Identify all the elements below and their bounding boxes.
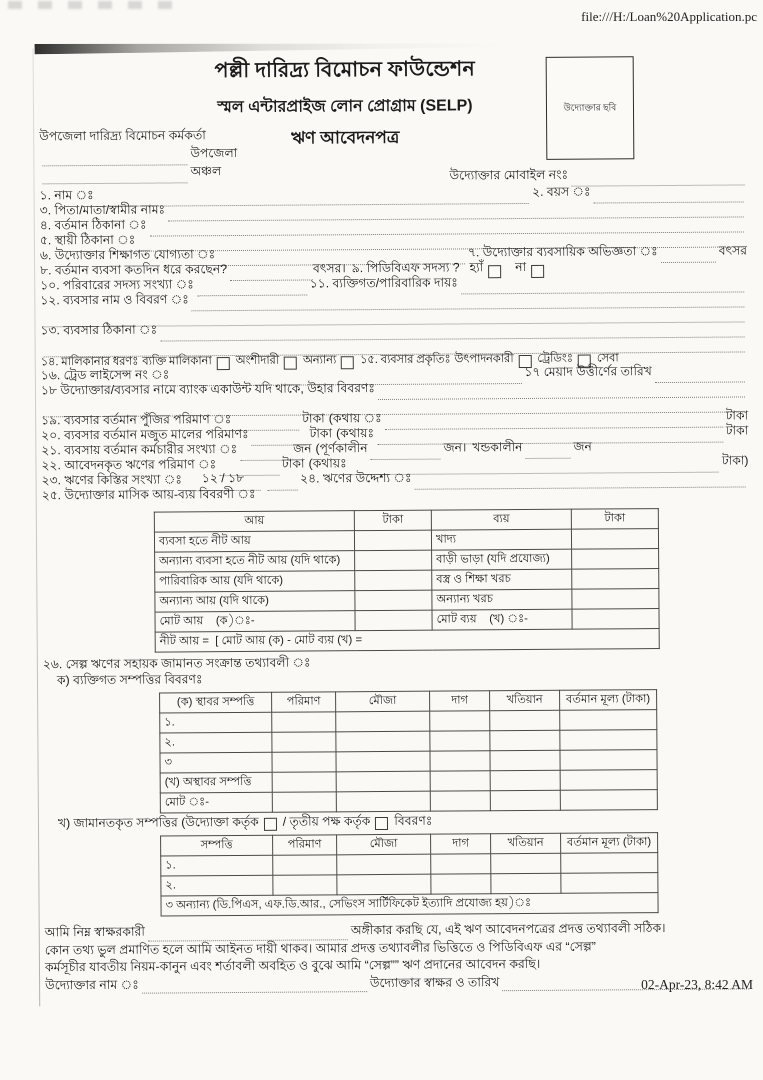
taka-close-unit: টাকা) (721, 453, 749, 468)
empty-cell (272, 712, 336, 732)
present-address-label: ৪. বর্তমান ঠিকানা ঃ (39, 217, 147, 233)
empty-cell (273, 855, 337, 875)
producer-label: উৎপাদনকারী (454, 352, 514, 366)
yes-label: হ্যাঁ (469, 260, 484, 275)
taka-unit: টাকা (725, 408, 749, 423)
yes-checkbox (488, 265, 501, 278)
empty-cell (490, 770, 560, 790)
declaration-line-2-text: কোন তথ্য ভুল প্রমাণিত হলে আমি আইনত দায়ী থাকব। আমার প্রদত্ত তথ্যাবলীর ভিত্তিতে ও পিডিবিএফ এর “সেল্প” (44, 939, 596, 957)
print-footer-url: file:///H:/Loan%20Application.pc (581, 9, 757, 24)
taka-header: টাকা (354, 510, 431, 531)
installments-value: ১২ / ১৮ (186, 470, 260, 492)
expense-item: অন্যান্য খরচ (432, 589, 572, 610)
empty-cell (272, 732, 336, 752)
declaration-signatory-label: আমি নিম্ন স্বাক্ষরকারী (44, 924, 145, 940)
income-item: অন্যান্য আয় (যদি থাকে) (155, 591, 355, 612)
no-checkbox (531, 264, 544, 277)
dotted-blank (415, 475, 746, 489)
empty-cell (431, 874, 491, 894)
person-stop-unit: জন। (443, 440, 467, 455)
person-unit: জন (573, 439, 592, 454)
addressee-title: উপজেলা দারিদ্র্য বিমোচন কর্মকর্তা (39, 128, 206, 144)
service-label: সেবা (596, 351, 619, 365)
mortgaged-property-label-end: বিবরণঃ (394, 813, 433, 828)
empty-cell (571, 529, 658, 550)
empty-cell (355, 570, 432, 591)
business-address-label: ১৩. ব্যবসার ঠিকানা ঃ (40, 322, 158, 338)
expense-item: বাড়ী ভাড়া (যদি প্রযোজ্য) (432, 549, 572, 570)
empty-cell (431, 854, 491, 874)
organization-name: পল্লী দারিদ্র্য বিমোচন ফাউন্ডেশন (214, 57, 475, 83)
total-label: মোট ঃ- (160, 792, 272, 813)
empty-cell (336, 771, 430, 792)
row-label: ১. (161, 855, 273, 876)
ownership-type-label: ১৪. মালিকানার ধরণঃ (40, 354, 139, 369)
empty-cell (561, 853, 658, 874)
fulltime-label: (পূর্ণকালীন (315, 441, 368, 456)
bank-account-label: ১৮ উদ্যোক্তার/ব্যবসার নামে ব্যাংক একাউন্ট যদি থাকে, উহার বিবরণঃ (40, 381, 376, 398)
empty-cell (491, 853, 561, 873)
taka-unit: টাকা (282, 456, 305, 471)
empty-cell (572, 569, 659, 590)
empty-cell (354, 530, 431, 551)
in-words-label: (কথায় ঃ (328, 410, 382, 426)
taka-unit: টাকা (309, 426, 333, 441)
family-members-label: ১০. পরিবারের সদস্য সংখ্যা ঃ (40, 277, 194, 293)
loan-amount-label: ২২. আবেদনকৃত ঋণের পরিমাণ ঃ (41, 457, 217, 473)
installments-label: ২৩. ঋণের কিস্তির সংখ্যা ঃ (41, 472, 182, 488)
trading-label: ট্রেডিংঃ (537, 351, 573, 365)
dotted-blank (661, 251, 716, 263)
income-statement-label: ২৫. উদ্যোক্তার মাসিক আয়-ব্যয় বিবরণী ঃ (41, 486, 256, 503)
parttime-label: খন্ডকালীন (472, 440, 523, 455)
year-stop-unit: বৎসর। (312, 261, 346, 276)
empty-cell (355, 610, 432, 631)
stock-label: ২০. ব্যবসার বর্তমান মজুত মালের পরিমাণঃ (41, 426, 249, 443)
pdbf-member-label: ৯. পিডিবিএফ সদস্য ? (351, 260, 460, 276)
empty-cell (491, 873, 561, 893)
other-ownership-checkbox (341, 356, 354, 369)
table-row (160, 790, 657, 813)
current-value-header: বর্তমান মূল্য (টাকা) (561, 833, 658, 854)
by-third-party-checkbox (375, 817, 388, 830)
dotted-blank (385, 416, 723, 430)
education-label: ৬. উদ্যোক্তার শিক্ষাগত যোগ্যতা ঃ (39, 247, 216, 263)
net-income-formula: নীট আয় = [ মোট আয় (ক) - মোট ব্যয় (খ) = (155, 629, 659, 653)
empty-cell (572, 589, 659, 610)
partnership-checkbox (284, 356, 297, 369)
taka-header: টাকা (571, 509, 658, 530)
permanent-address-label: ৫. স্থায়ী ঠিকানা ঃ (39, 232, 136, 248)
table-footer-row (155, 629, 659, 653)
empty-cell (560, 750, 657, 771)
parent-name-label: ৩. পিতা/মাতা/স্বামীর নামঃ (39, 202, 166, 218)
table-header-row (161, 833, 658, 856)
expense-item: খাদ্য (431, 529, 571, 550)
sole-ownership-label: ব্যক্তি মালিকানা (142, 354, 212, 368)
empty-cell (490, 750, 560, 770)
mortgaged-property-table (160, 832, 659, 916)
other-collateral-label: ৩ অন্যান্য (ডি.পিএস, এফ.ডি.আর., সেভিংস সার্টিফিকেট ইত্যাদি প্রযোজ্য হয়)ঃ (161, 893, 658, 916)
empty-cell (337, 854, 431, 875)
dotted-blank (371, 448, 441, 460)
dotted-blank (377, 431, 723, 445)
quantity-header: পরিমাণ (272, 692, 336, 712)
taka-unit: টাকা (302, 411, 325, 426)
addressee-block (39, 126, 309, 184)
form-fields (39, 184, 753, 994)
expense-item: বস্ত্র ও শিক্ষা খরচ (432, 569, 572, 590)
expiry-date-label: ১৭ মেয়াদ উত্তীর্ণের তারিখ (524, 364, 652, 379)
quantity-header: পরিমাণ (273, 835, 337, 855)
empty-cell (430, 771, 490, 791)
khatian-header: খতিয়ান (491, 833, 561, 853)
mortgaged-property-label-mid: / তৃতীয় পক্ষ কর্তৃক (282, 814, 371, 829)
row-label: ৩ (160, 752, 272, 773)
empty-cell (273, 875, 337, 895)
empty-cell (572, 549, 659, 570)
dotted-blank (655, 370, 745, 383)
empty-cell (490, 730, 560, 750)
property-header: সম্পত্তি (161, 835, 273, 856)
dotted-blank (571, 173, 744, 186)
income-total: মোট আয় (ক)ঃ- (155, 611, 355, 632)
row-label: ২. (161, 875, 273, 896)
personal-liability-label: ১১. ব্যক্তিগত/পারিবারিক দায়ঃ (309, 275, 458, 291)
empty-cell (430, 791, 490, 811)
empty-cell (560, 770, 657, 791)
empty-cell (336, 711, 430, 732)
empty-cell (560, 790, 657, 811)
empty-cell (355, 550, 432, 571)
empty-cell (272, 792, 336, 812)
empty-cell (430, 711, 490, 731)
zone-line (39, 164, 309, 184)
empty-cell (336, 751, 430, 772)
empty-cell (490, 710, 560, 730)
row-label: ২. (160, 732, 272, 753)
dag-header: দাগ (430, 691, 490, 711)
khatian-header: খতিয়ান (490, 690, 560, 710)
empty-cell (272, 752, 336, 772)
section26-title: ২৬. সেল্প ঋণের সহায়ক জামানত সংক্রান্ত তথ্যাবলী ঃ (42, 655, 311, 672)
dag-header: দাগ (431, 834, 491, 854)
entrepreneur-name-label: উদ্যোক্তার নাম ঃ (45, 977, 139, 992)
income-item: ব্যবসা হতে নীট আয় (154, 531, 354, 552)
mouza-header: মৌজা (336, 691, 430, 712)
empty-cell (490, 790, 560, 810)
row-label: ১. (160, 712, 272, 733)
income-header: আয় (154, 511, 354, 532)
trade-license-label: ১৬. ট্রেড লাইসেন্স নং ঃ (40, 367, 170, 383)
expense-total: মোট ব্যয় (খ) ঃ- (432, 609, 572, 630)
empty-cell (572, 609, 659, 630)
mouza-header: মৌজা (337, 834, 431, 855)
other-ownership-label: অন্যান্য (302, 353, 337, 367)
dotted-blank (230, 268, 310, 281)
name-label: ১. নাম ঃ (39, 188, 94, 203)
income-item: অন্যান্য ব্যবসা হতে নীট আয় (যদি থাকে) (155, 551, 355, 572)
zone-label: অঞ্চল (190, 164, 222, 179)
empty-cell (430, 751, 490, 771)
income-item: পারিবারিক আয় (যদি থাকে) (155, 571, 355, 592)
in-words-label: (কথায়ঃ (335, 426, 375, 441)
by-entrepreneur-checkbox (264, 818, 277, 831)
empty-cell (560, 730, 657, 751)
partnership-label: অংশীদারী (235, 353, 279, 368)
capital-label: ১৯. ব্যবসার বর্তমান পুঁজির পরিমাণ ঃ (41, 412, 232, 428)
dotted-blank (142, 980, 367, 994)
employees-label: ২১. ব্যবসায় বর্তমান কর্মচারীর সংখ্যা ঃ (41, 442, 238, 458)
empty-cell (560, 710, 657, 731)
business-nature-label: ১৫. ব্যবসার প্রকৃতিঃ (360, 352, 451, 367)
print-timestamp: 02-Apr-23, 8:42 AM (641, 977, 753, 992)
person-unit: জন (293, 441, 312, 456)
field-row-income-statement-title (42, 487, 749, 507)
expense-header: ব্যয় (431, 509, 571, 530)
taka-unit: টাকা (725, 423, 749, 438)
table-header-row (160, 690, 657, 713)
loan-purpose-label: ২৪. ঋণের উদ্দেশ্য ঃ (300, 470, 412, 486)
dotted-blank (594, 190, 744, 203)
immovable-property-header: (ক) স্থাবর সম্পত্তি (160, 692, 272, 713)
form-title: ঋণ আবেদনপত্র (290, 127, 400, 148)
dotted-blank (197, 284, 307, 297)
dotted-blank (267, 479, 297, 491)
dotted-blank (42, 171, 187, 184)
upazila-label: উপজেলা (190, 145, 238, 161)
age-label: ২. বয়স ঃ (532, 184, 591, 199)
declaration-line-3-text: কর্মসূচীর যাবতীয় নিয়ম-কানুন এবং শর্তাবলী অবহিত ও বুঝে আমি “সেল্প”” ঋণ প্রদানের আবেদন করছি। (44, 956, 541, 975)
table-last-row (161, 893, 658, 916)
business-experience-label: ৭. উদ্যোক্তার ব্যবসায়িক অভিজ্ঞতা ঃ (467, 244, 658, 260)
photo-box (546, 56, 635, 160)
scan-artifact-wedge (35, 40, 505, 54)
sole-ownership-checkbox (217, 357, 230, 370)
personal-property-table (159, 689, 658, 813)
empty-cell (336, 791, 430, 812)
business-duration-label: ৮. বর্তমান ব্যবসা কতদিন ধরে করছেন? (40, 262, 228, 278)
mobile-number-line (449, 165, 747, 187)
income-expense-table (154, 508, 660, 653)
photo-box-label: উদ্যোক্তার ছবি (563, 102, 617, 113)
personal-property-title: ক) ব্যক্তিগত সম্পত্তির বিবরণঃ (56, 672, 203, 688)
dotted-blank (42, 153, 187, 166)
dotted-blank (525, 447, 570, 459)
dotted-blank (461, 280, 744, 294)
business-name-label: ১২. ব্যবসার নাম ও বিবরণ ঃ (40, 292, 189, 308)
program-name: স্মল এন্টারপ্রাইজ লোন প্রোগ্রাম (SELP) (217, 97, 473, 117)
in-words-label: (কথায়ঃ (308, 456, 347, 471)
no-label: না (515, 259, 527, 275)
year-unit: বৎসর (718, 243, 748, 258)
upazila-line (39, 146, 309, 166)
mortgaged-property-label-start: খ) জামানতকৃত সম্পত্তির (উদ্যোক্তা কর্তৃক (57, 814, 259, 831)
current-value-header: বর্তমান মূল্য (টাকা) (560, 690, 657, 711)
empty-cell (337, 874, 431, 895)
signature-date-label: উদ্যোক্তার স্বাক্ষর ও তারিখ (369, 974, 500, 990)
movable-property-label: (খ) অস্থাবর সম্পত্তি (160, 772, 272, 793)
mobile-label: উদ্যোক্তার মোবাইল নংঃ (449, 167, 569, 183)
empty-cell (272, 772, 336, 792)
dotted-blank (378, 385, 745, 400)
empty-cell (430, 731, 490, 751)
empty-cell (336, 731, 430, 752)
empty-cell (561, 873, 658, 894)
empty-cell (355, 590, 432, 611)
declaration-line-1-text: অঙ্গীকার করছি যে, এই ঋণ আবেদনপত্রের প্রদত্ত তথ্যাবলী সঠিক। (350, 921, 666, 938)
